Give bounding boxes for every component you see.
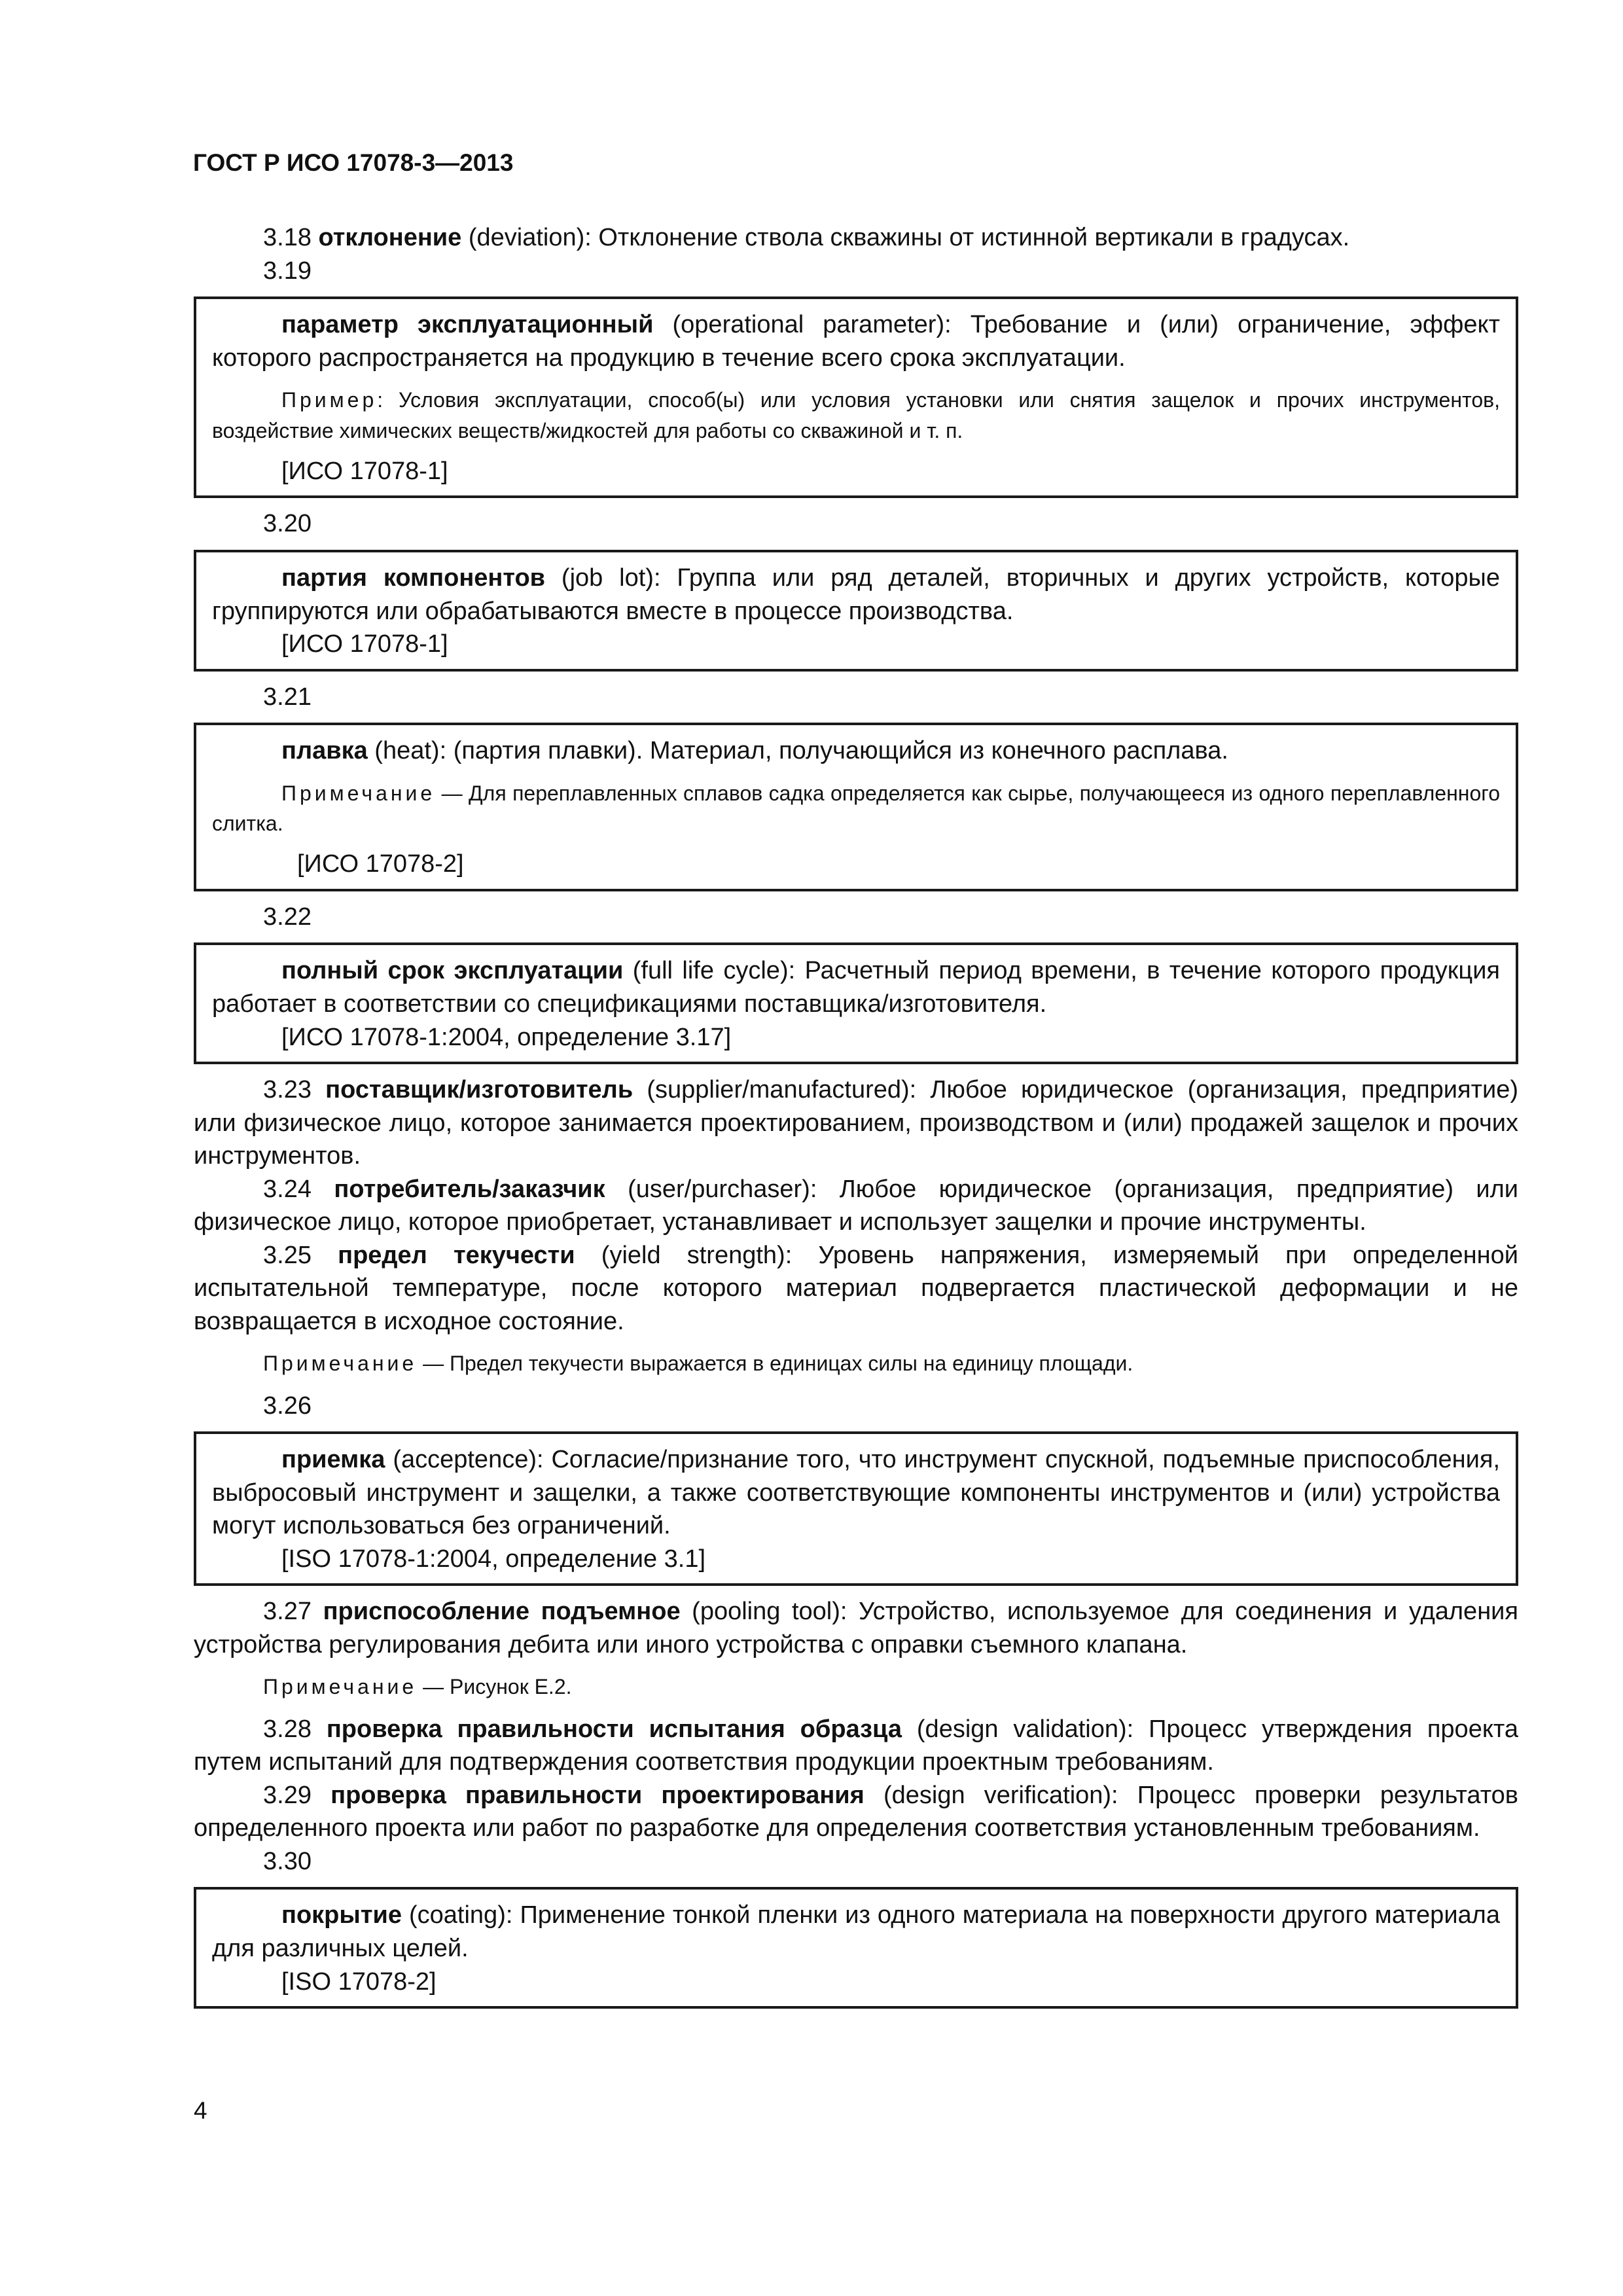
note-label: Примечание (263, 1675, 418, 1699)
term-box-3-30 (194, 1887, 1518, 2009)
term-box-3-19 (194, 296, 1518, 498)
term-definition: (supplier/manufactured): Любое юридическое (организация, предприятие) или физическое лицо, которое занимается проектированием, производством и (или) продажей защелок и прочих инструментов. (194, 1076, 1519, 1170)
term-definition: (deviation): Отклонение ствола скважины от истинной вертикали в градусах. (461, 224, 1350, 251)
term-3-24 (194, 1173, 1518, 1239)
term-name: полный срок эксплуатации (281, 957, 624, 985)
term-definition: (design validation): Процесс утверждения проекта путем испытаний для подтверждения соответствия продукции проектным требованиям. (194, 1715, 1518, 1776)
term-name: покрытие (281, 1901, 402, 1929)
term-definition: (operational parameter): Требование и (или) ограничение, эффект которого распространяется на продукцию в течение всего срока эксплуатации. (212, 311, 1500, 372)
term-name: отклонение (318, 224, 462, 251)
term-3-26 (212, 1443, 1500, 1543)
note-label: Примечание (281, 781, 436, 805)
note-label: Примечание (263, 1352, 418, 1376)
term-3-23 (194, 1073, 1518, 1173)
term-number-3-20: 3.20 (263, 510, 312, 538)
term-3-27 (194, 1595, 1518, 1661)
page-number: 4 (194, 2097, 207, 2124)
term-name: проверка правильности испытания образца (326, 1715, 902, 1743)
note-text: — Для переплавленных сплавов садка определяется как сырье, получающееся из одного переплавленного слитка. (212, 781, 1500, 836)
reference-3-30: [ISO 17078-2] (281, 1967, 437, 1996)
term-3-22 (212, 954, 1500, 1020)
term-3-19 (212, 308, 1500, 374)
term-definition: (pooling tool): Устройство, используемое для соединения и удаления устройства регулирования дебита или иного устройства с оправки съемного клапана. (194, 1598, 1518, 1659)
term-name: поставщик/изготовитель (325, 1076, 633, 1104)
note-text: — Предел текучести выражается в единицах силы на единицу площади. (417, 1352, 1133, 1376)
term-definition: (yield strength): Уровень напряжения, измеряемый при определенной испытательной температуре, после которого материал подвергается пластической деформации и не возвращается в исходное состояние. (194, 1241, 1518, 1335)
term-3-29 (194, 1779, 1518, 1845)
term-3-21 (212, 734, 1500, 768)
term-definition: (coating): Применение тонкой пленки из одного материала на поверхности другого материала для различных целей. (212, 1901, 1500, 1962)
reference-3-19: [ИСО 17078-1] (281, 457, 448, 485)
reference-3-20: [ИСО 17078-1] (281, 630, 448, 658)
reference-3-26: [ISO 17078-1:2004, определение 3.1] (281, 1545, 706, 1573)
note-3-25 (194, 1348, 1518, 1378)
term-number: 3.24 (263, 1175, 312, 1203)
terms-section (194, 221, 1518, 2018)
term-box-3-22 (194, 942, 1518, 1064)
term-definition: (job lot): Группа или ряд деталей, вторичных и других устройств, которые группируются или обрабатываются вместе в процессе производства. (212, 564, 1500, 625)
term-3-20 (212, 562, 1500, 628)
example-label: Пример (281, 388, 378, 412)
term-name: приспособление подъемное (323, 1598, 681, 1626)
term-box-3-26 (194, 1431, 1518, 1586)
term-definition: (heat): (партия плавки). Материал, получающийся из конечного расплава. (367, 737, 1228, 765)
term-number-3-19: 3.19 (263, 257, 312, 285)
term-name: проверка правильности проектирования (330, 1781, 865, 1809)
term-name: плавка (281, 737, 368, 765)
term-name: потребитель/заказчик (334, 1175, 605, 1203)
term-number-3-22: 3.22 (263, 903, 312, 931)
term-box-3-20 (194, 550, 1518, 672)
term-number-3-30: 3.30 (263, 1847, 312, 1875)
term-definition: (design verification): Процесс проверки результатов определенного проекта или работ по разработке для определения соответствия установленным требованиям. (194, 1781, 1518, 1842)
example-text: : Условия эксплуатации, способ(ы) или условия установки или снятия защелок и прочих инструментов, воздействие химических веществ/жидкостей для работы со скважиной и т. п. (212, 388, 1500, 442)
term-definition: (full life cycle): Расчетный период времени, в течение которого продукция работает в соответствии со спецификациями поставщика/изготовителя. (212, 957, 1500, 1018)
term-number: 3.18 (263, 224, 312, 251)
term-definition: (user/purchaser): Любое юридическое (организация, предприятие) или физическое лицо, которое приобретает, устанавливает и использует защелки и прочие инструменты. (194, 1175, 1518, 1236)
term-number: 3.25 (263, 1241, 312, 1269)
term-number: 3.27 (263, 1598, 312, 1626)
term-box-3-21 (194, 723, 1518, 891)
note-3-21 (212, 778, 1500, 839)
term-3-30 (212, 1899, 1500, 1965)
reference-3-21: [ИСО 17078-2] (297, 850, 464, 878)
term-name: партия компонентов (281, 564, 546, 592)
term-number: 3.29 (263, 1781, 312, 1809)
reference-3-22: [ИСО 17078-1:2004, определение 3.17] (281, 1023, 732, 1051)
term-3-18 (194, 221, 1518, 255)
term-name: приемка (281, 1446, 385, 1474)
term-number: 3.23 (263, 1076, 312, 1104)
term-name: параметр эксплуатационный (281, 311, 654, 339)
term-3-28 (194, 1713, 1518, 1779)
note-3-27 (194, 1672, 1518, 1702)
note-text: — Рисунок Е.2. (417, 1675, 572, 1699)
term-number-3-21: 3.21 (263, 683, 312, 711)
term-number: 3.28 (263, 1715, 312, 1743)
term-3-25 (194, 1239, 1518, 1338)
document-header: ГОСТ Р ИСО 17078-3—2013 (193, 149, 514, 176)
term-name: предел текучести (338, 1241, 575, 1269)
example-3-19 (212, 385, 1500, 446)
term-number-3-26: 3.26 (263, 1391, 312, 1420)
term-definition: (acceptence): Согласие/признание того, что инструмент спускной, подъемные приспособления, выбросовый инструмент и защелки, а также соответствующие компоненты инструментов и (или) устройства могут использоваться без ограничений. (212, 1446, 1500, 1540)
